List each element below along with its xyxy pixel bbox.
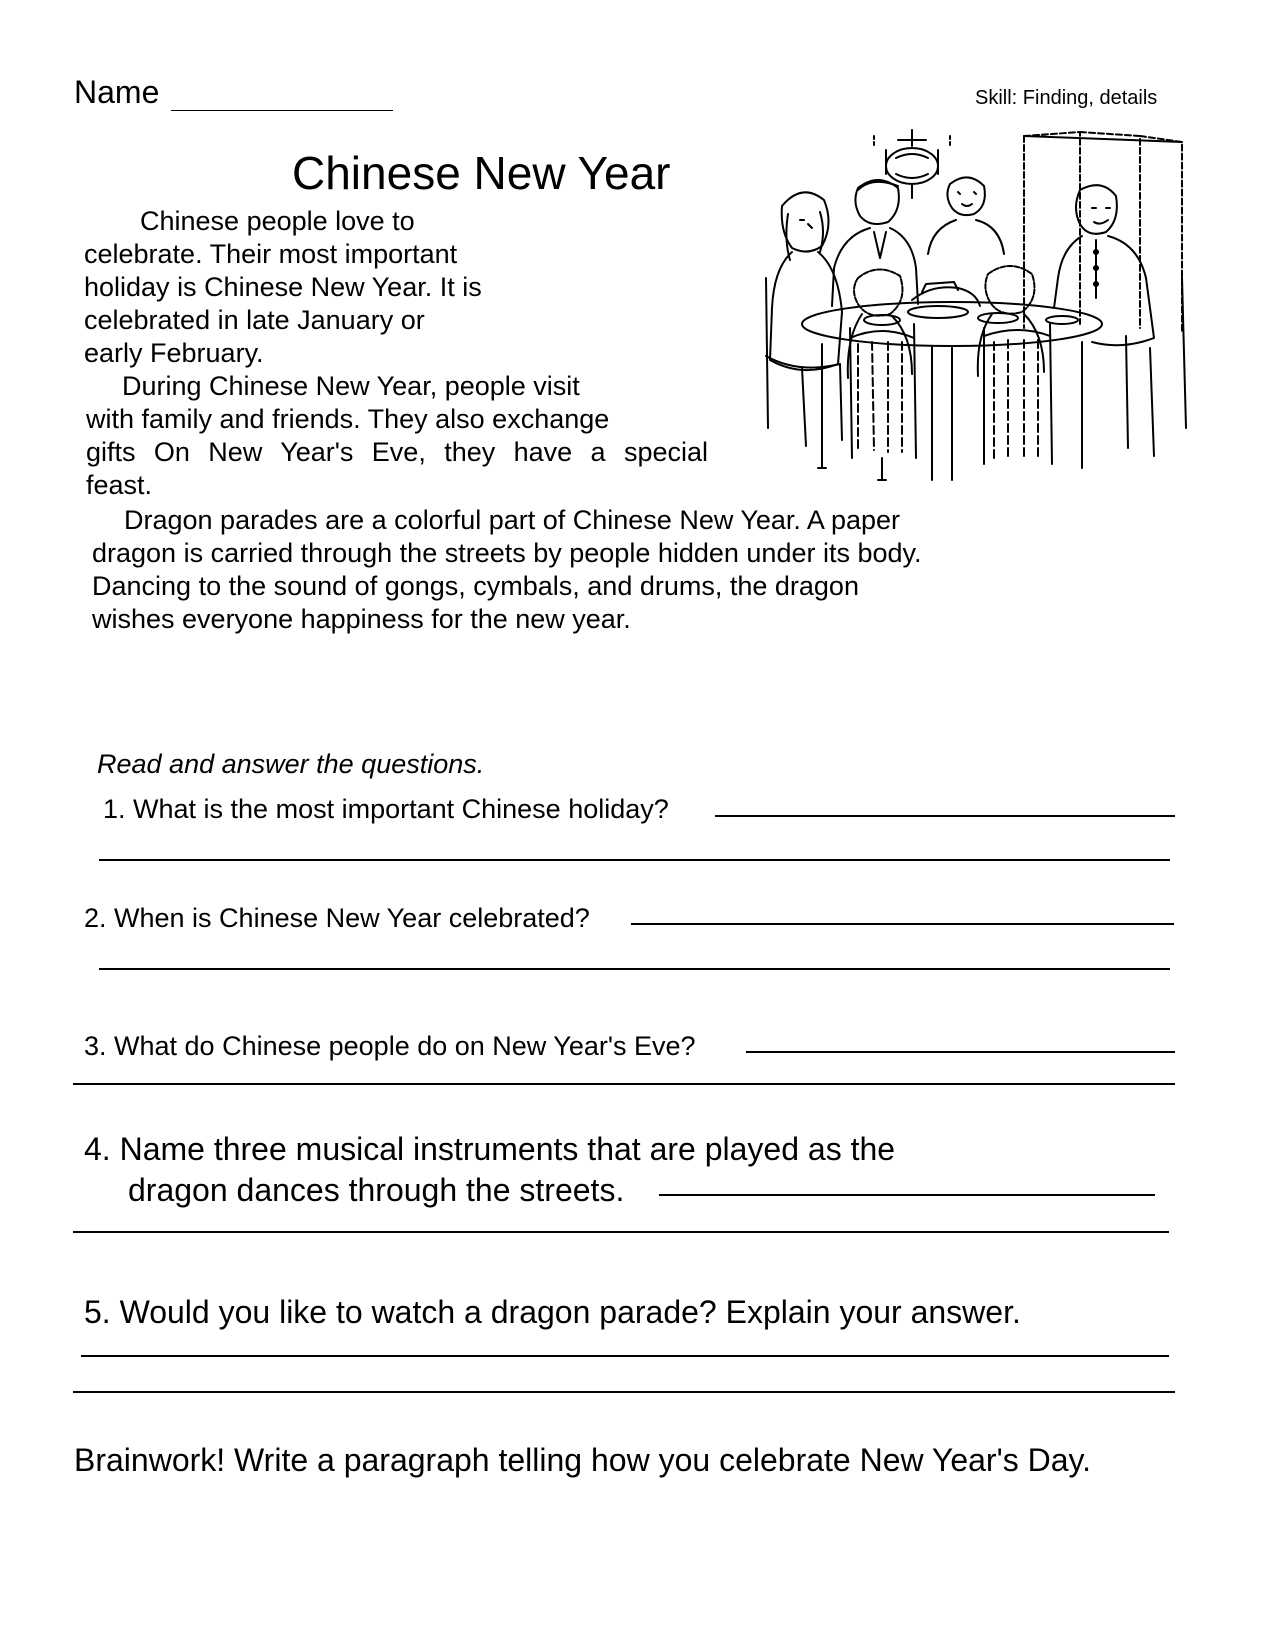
family-feast-illustration bbox=[762, 128, 1208, 484]
instructions: Read and answer the questions. bbox=[97, 749, 485, 779]
story-line: feast. bbox=[86, 470, 153, 500]
name-answer-line[interactable] bbox=[171, 110, 393, 111]
story-line: Dragon parades are a colorful part of Chinese New Year. A paper bbox=[124, 505, 900, 535]
question-2: 2. When is Chinese New Year celebrated? bbox=[84, 903, 590, 933]
question-4-line-2: dragon dances through the streets. bbox=[128, 1172, 625, 1208]
skill-label: Skill: Finding, details bbox=[975, 87, 1158, 109]
lantern bbox=[874, 130, 950, 198]
chairs bbox=[766, 278, 1186, 464]
question-1: 1. What is the most important Chinese holiday? bbox=[103, 794, 669, 824]
answer-line-2b[interactable] bbox=[99, 968, 1170, 970]
answer-line-5a[interactable] bbox=[81, 1355, 1169, 1357]
question-5: 5. Would you like to watch a dragon parade? Explain your answer. bbox=[84, 1294, 1021, 1330]
name-label: Name bbox=[74, 74, 160, 110]
story-line: Chinese people love to bbox=[140, 206, 415, 236]
story-paragraph-3 bbox=[92, 504, 922, 636]
person-back-left bbox=[832, 180, 918, 306]
story-line: gifts On New Year's Eve, they have a special bbox=[86, 437, 708, 467]
story-line: wishes everyone happiness for the new year. bbox=[92, 604, 631, 634]
answer-line-5b[interactable] bbox=[73, 1391, 1175, 1393]
story-line: celebrated in late January or bbox=[84, 305, 425, 335]
answer-line-1a[interactable] bbox=[715, 815, 1175, 817]
story-line: early February. bbox=[84, 338, 264, 368]
story-paragraph-1 bbox=[84, 205, 482, 370]
story-line: with family and friends. They also exchange bbox=[86, 404, 610, 434]
answer-line-2a[interactable] bbox=[631, 923, 1174, 925]
story-line: dragon is carried through the streets by people hidden under its body. bbox=[92, 538, 922, 568]
brainwork-prompt: Brainwork! Write a paragraph telling how you celebrate New Year's Day. bbox=[74, 1442, 1091, 1478]
story-line: During Chinese New Year, people visit bbox=[122, 371, 580, 401]
answer-line-3a[interactable] bbox=[746, 1051, 1175, 1053]
story-line: holiday is Chinese New Year. It is bbox=[84, 272, 482, 302]
answer-line-1b[interactable] bbox=[99, 859, 1170, 861]
question-4-line-1: 4. Name three musical instruments that are played as the bbox=[84, 1131, 896, 1167]
page-title: Chinese New Year bbox=[292, 147, 671, 199]
answer-line-4a[interactable] bbox=[659, 1194, 1155, 1196]
answer-line-4b[interactable] bbox=[73, 1231, 1169, 1233]
answer-line-3b[interactable] bbox=[73, 1083, 1175, 1085]
story-line: Dancing to the sound of gongs, cymbals, and drums, the dragon bbox=[92, 571, 859, 601]
question-3: 3. What do Chinese people do on New Year's Eve? bbox=[84, 1031, 696, 1061]
person-back-center bbox=[928, 177, 1004, 254]
story-line: celebrate. Their most important bbox=[84, 239, 458, 269]
story-paragraph-2 bbox=[86, 370, 708, 502]
person-left bbox=[770, 192, 842, 370]
